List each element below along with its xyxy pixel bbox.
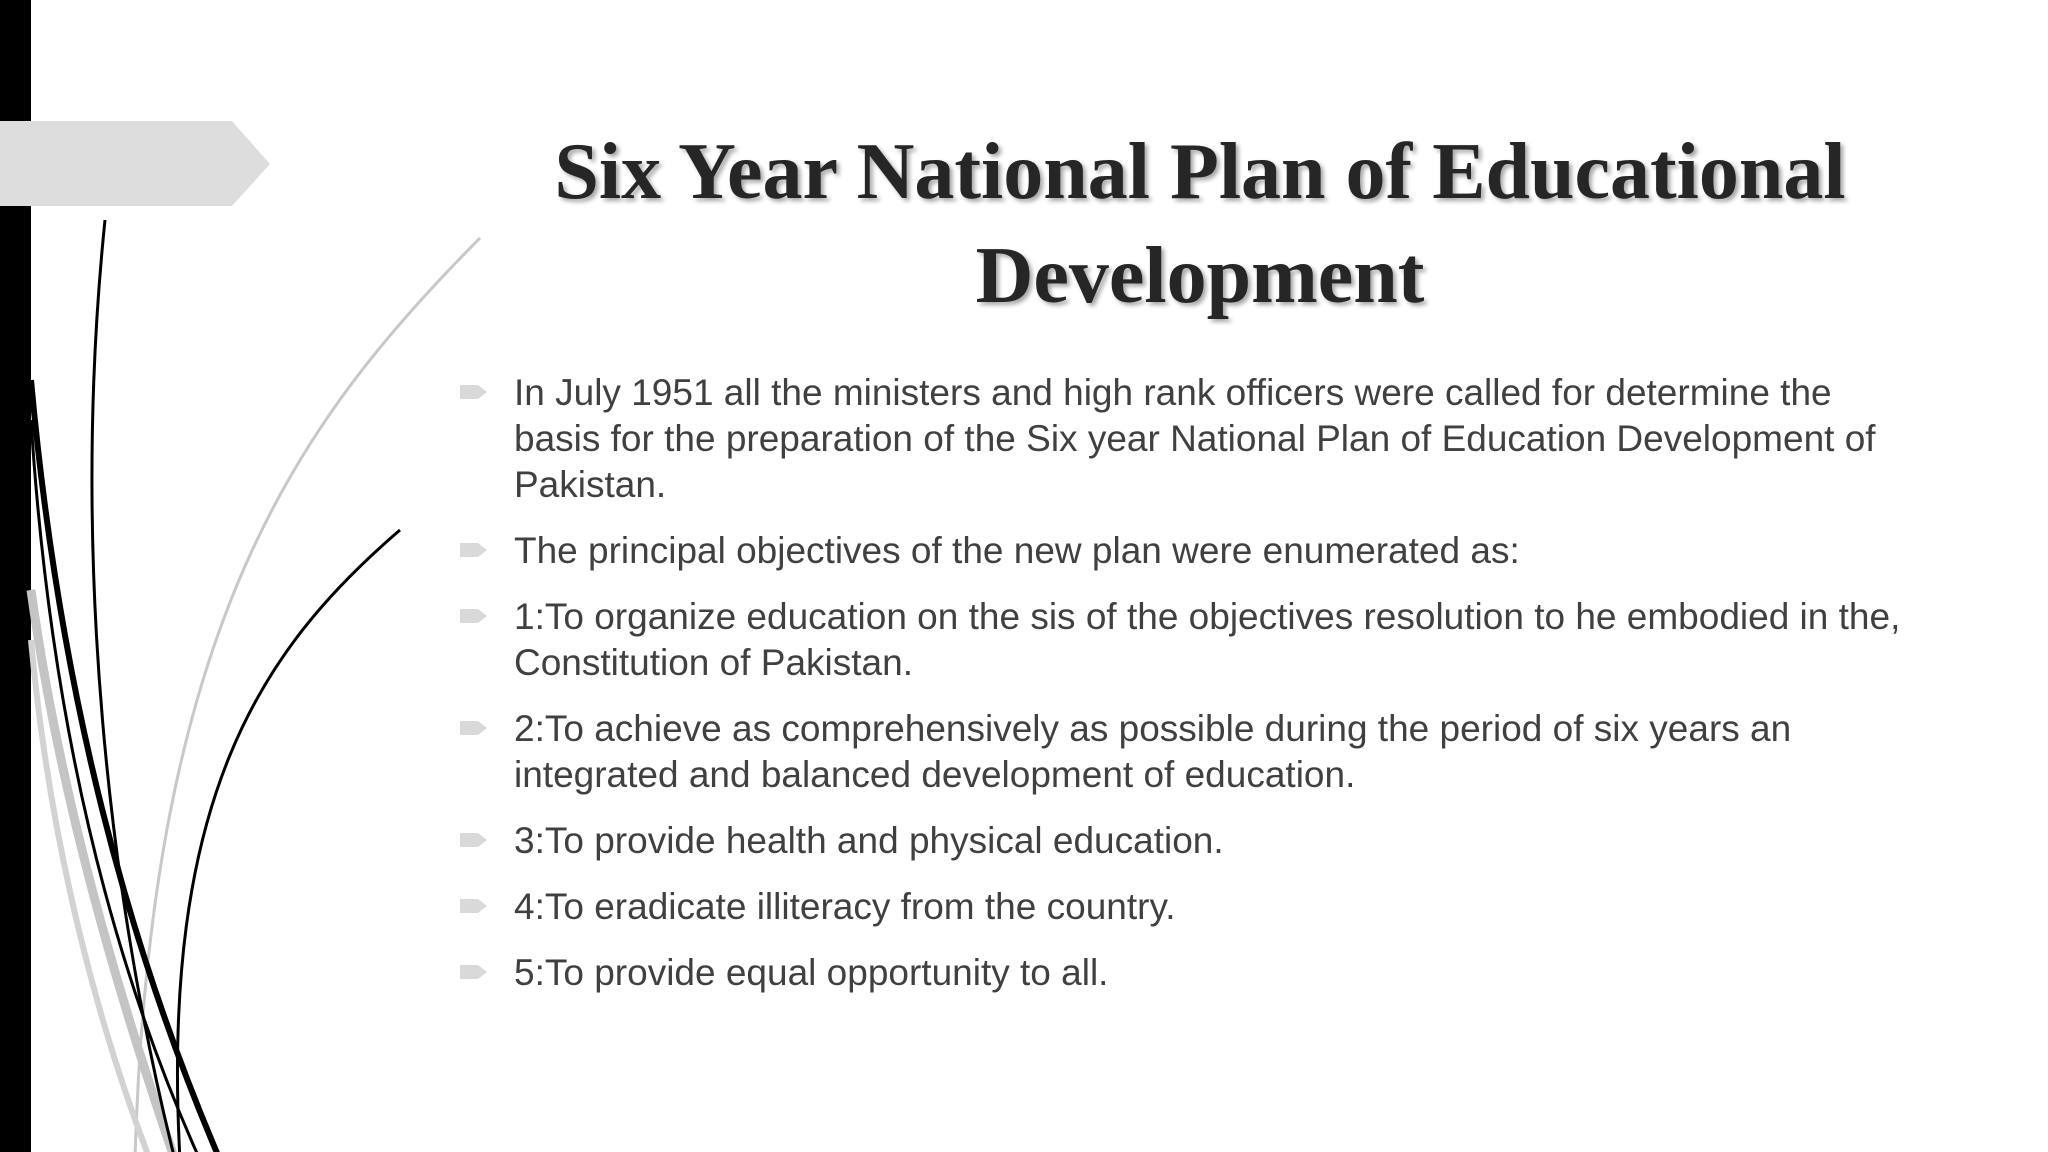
- arrow-bullet-icon: [460, 963, 488, 981]
- list-item: [452, 528, 1922, 574]
- arrow-bullet-icon: [460, 607, 488, 625]
- list-item: [452, 706, 1922, 798]
- bullet-list: [452, 370, 1922, 1016]
- bullet-text: 2:To achieve as comprehensively as possible during the period of six years an integrated and balanced development of education.: [514, 708, 1792, 795]
- arrow-tab-shape: [0, 121, 270, 206]
- list-item: [452, 370, 1922, 508]
- bullet-text: 3:To provide health and physical education.: [514, 820, 1224, 861]
- bullet-text: The principal objectives of the new plan were enumerated as:: [514, 530, 1520, 571]
- arrow-bullet-icon: [460, 719, 488, 737]
- list-item: [452, 594, 1922, 686]
- arrow-bullet-icon: [460, 897, 488, 915]
- list-item: [452, 884, 1922, 930]
- slide-title: Six Year National Plan of Educational Development: [554, 128, 1846, 320]
- bullet-text: 1:To organize education on the sis of the objectives resolution to he embodied in the, Constitution of Pakistan.: [514, 596, 1901, 683]
- bullet-text: 5:To provide equal opportunity to all.: [514, 952, 1109, 993]
- list-item: [452, 950, 1922, 996]
- bullet-text: 4:To eradicate illiteracy from the country.: [514, 886, 1176, 927]
- list-item: [452, 818, 1922, 864]
- arrow-bullet-icon: [460, 541, 488, 559]
- arrow-bullet-icon: [460, 831, 488, 849]
- bullet-text: In July 1951 all the ministers and high rank officers were called for determine the basis for the preparation of the Six year National Plan of Education Development of Pakistan.: [514, 372, 1876, 505]
- arrow-bullet-icon: [460, 383, 488, 401]
